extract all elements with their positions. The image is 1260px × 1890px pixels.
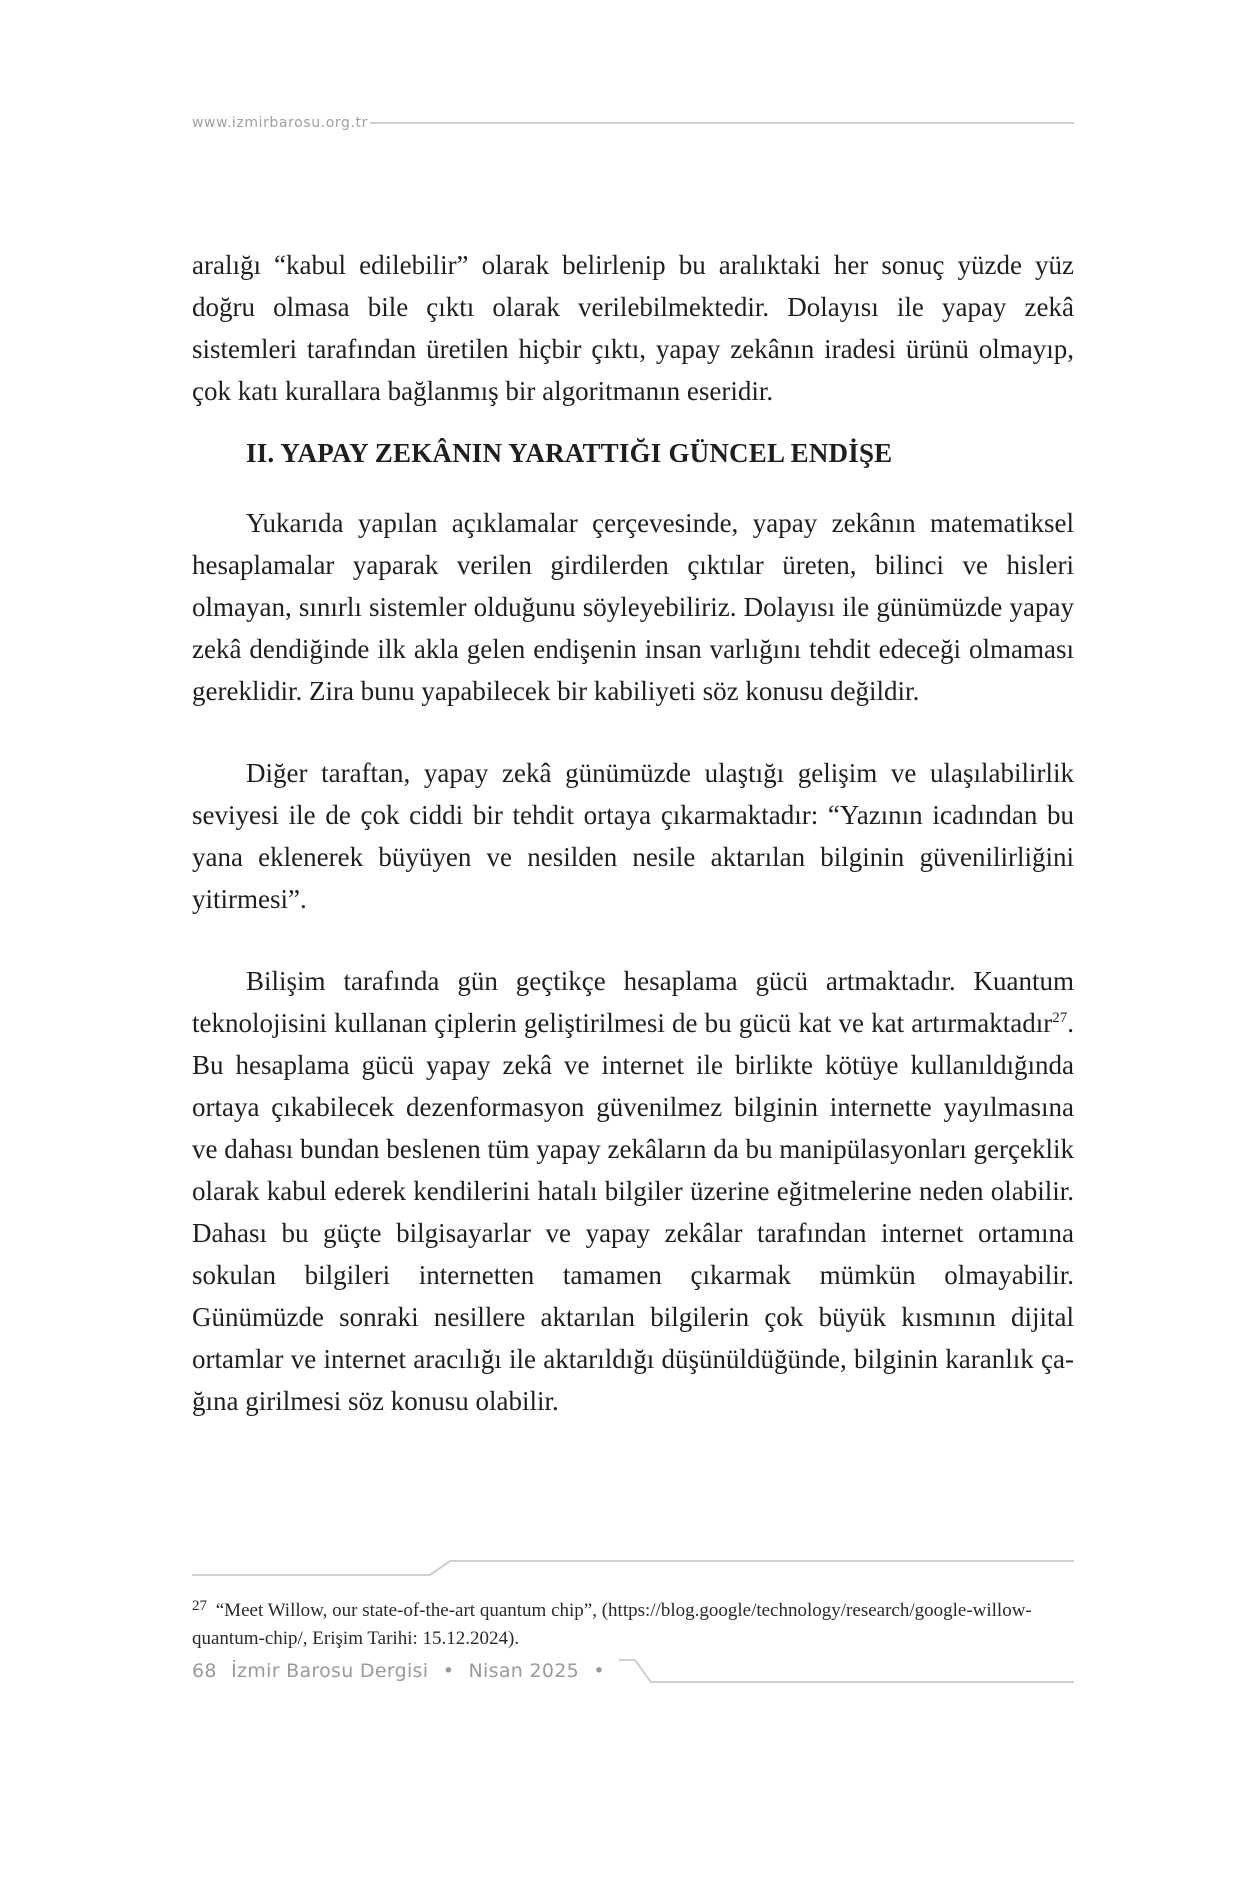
header-rule [370, 122, 1074, 124]
footer-bullet-2: • [593, 1660, 605, 1682]
paragraph-3: Diğer taraftan, yapay zekâ günümüzde ulaştığı gelişim ve ulaşılabilirlik seviyesi ile de çok ciddi bir tehdit ortaya çıkarmaktadır: “Yazının icadından bu yana eklenerek büyüyen ve nesilden nesile aktarılan bilginin güvenilirliğini yitirmesi”. [192, 758, 1074, 914]
page-number: 68 [192, 1660, 217, 1682]
footnote [192, 1592, 1074, 1653]
issue-date: Nisan 2025 [468, 1660, 580, 1682]
running-footer [192, 1656, 1074, 1686]
header-url: www.izmirbarosu.org.tr [192, 115, 368, 131]
footer-bullet-1: • [442, 1660, 455, 1682]
footnote-reference[interactable]: 27 [1052, 1010, 1068, 1026]
running-header [192, 113, 1074, 133]
page-body [192, 244, 1074, 1422]
paragraph-1: aralığı “kabul edilebilir” olarak belirlenip bu aralıktaki her sonuç yüzde yüz doğru olmasa bile çıktı olarak verilebilmektedir. Dolayısı ile yapay zekâ sistemleri tarafından üretilen hiçbir çıktı, yapay zekânın iradesi ürünü olmayıp, çok katı kurallara bağlanmış bir algoritmanın eseridir. [192, 250, 1074, 406]
paragraph-4-text-a: Bilişim tarafında gün geçtikçe hesaplama gücü artmaktadır. Kuantum teknolojisini kullanan çiplerin geliştirilmesi de bu gücü kat ve kat artırmaktadır [192, 966, 1074, 1038]
footnote-text: “Meet Willow, our state-of-the-art quantum chip”, (https://blog.google/technology/research/google-willow-quantum-chip/, Erişim Tarihi: 15.12.2024). [192, 1600, 1032, 1649]
footer-text [192, 1660, 613, 1682]
section-heading: II. YAPAY ZEKÂNIN YARATTIĞI GÜNCEL ENDİŞE [246, 438, 893, 468]
journal-name: İzmir Barosu Dergisi [231, 1660, 429, 1682]
paragraph-4 [192, 960, 1074, 1422]
paragraph-4-text-b: . Bu hesaplama gücü yapay zekâ ve internet ile birlikte kötüye kullanıldığında ortaya çıkabilecek dezenformasyon güvenilmez bilginin internette yayılmasına ve dahası bundan beslenen tüm yapay zekâların da bu manipülasyonları gerçeklik olarak kabul ederek kendilerini hatalı bilgiler üzerine eğitmelerine neden olabilir. Dahası bu güçte bilgisayarlar ve yapay zekâlar tarafından internet ortamına sokulan bilgileri internetten tamamen çıkarmak mümkün olmayabilir. Günümüzde sonraki nesillere aktarılan bilgilerin çok büyük kısmının dijital ortamlar ve internet aracılığı ile aktarıldığı düşünüldüğünde, bilginin karanlık çağına girilmesi söz konusu olabilir. [192, 1008, 1074, 1416]
footer-rule [619, 1656, 1074, 1686]
footnote-number: 27 [192, 1598, 207, 1614]
paragraph-2: Yukarıda yapılan açıklamalar çerçevesinde, yapay zekânın matematiksel hesaplamalar yaparak verilen girdilerden çıktılar üreten, bilinci ve hisleri olmayan, sınırlı sistemler olduğunu söyleyebiliriz. Dolayısı ile günümüzde yapay zekâ dendiğinde ilk akla gelen endişenin insan varlığını tehdit edeceği olmaması gereklidir. Zira bunu yapabilecek bir kabiliyeti söz konusu değildir. [192, 508, 1074, 706]
footnote-separator [192, 1558, 1074, 1578]
